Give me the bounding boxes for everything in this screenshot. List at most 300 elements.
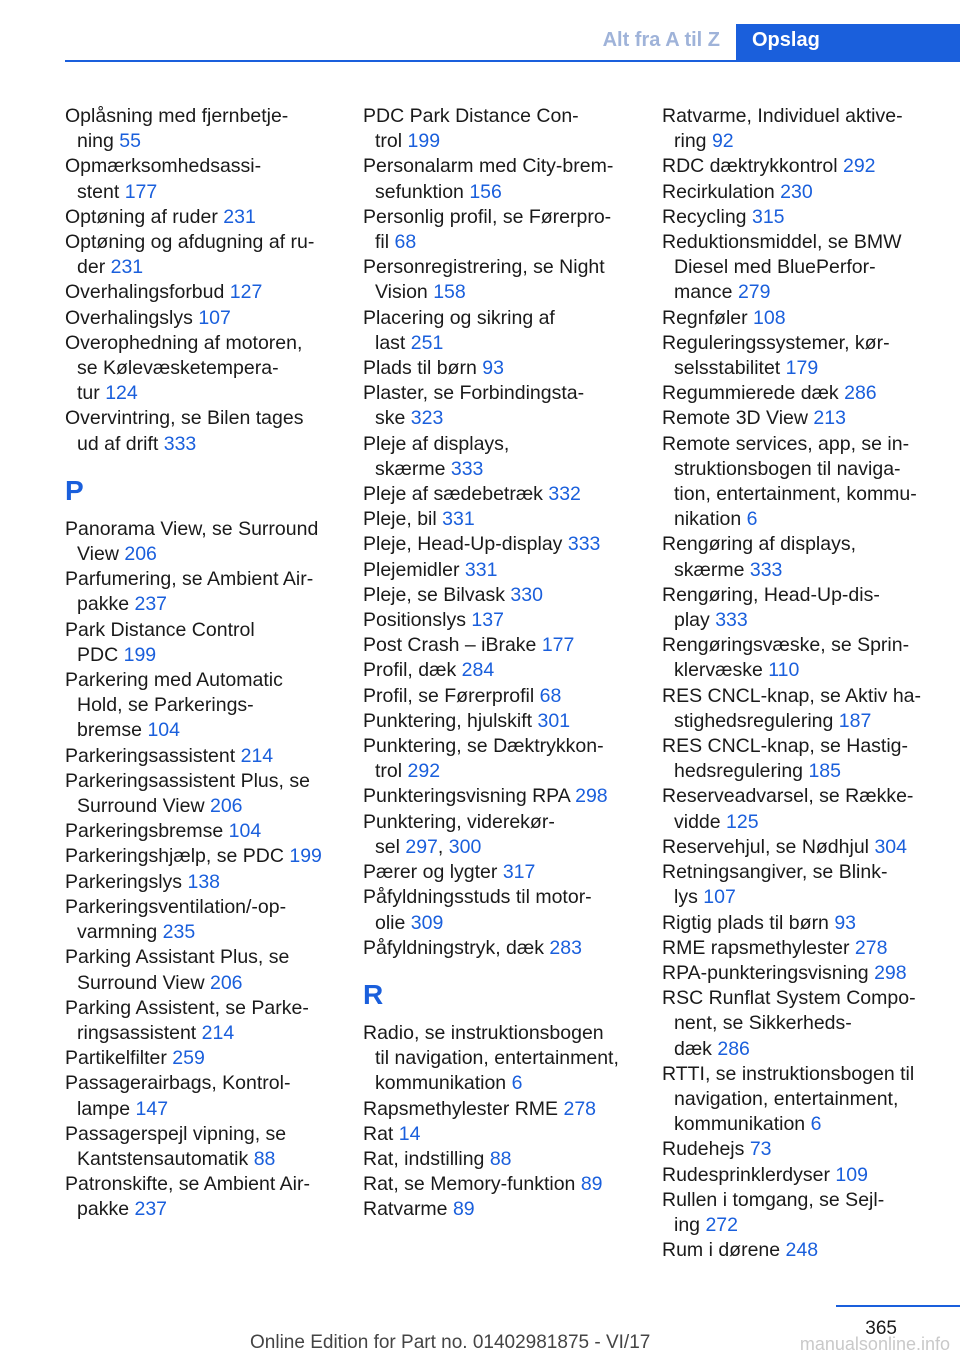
- entry-text: stighedsregulering: [674, 709, 834, 732]
- entry-text: Parking Assistent, se Parke-: [65, 996, 309, 1019]
- page-link[interactable]: 206: [209, 795, 243, 818]
- page-link[interactable]: 138: [187, 870, 221, 893]
- entry-text: Remote services, app, se in-: [662, 432, 910, 455]
- page-link[interactable]: 323: [410, 407, 444, 430]
- entry-text: Partikelfilter: [65, 1047, 167, 1070]
- page-link[interactable]: 300: [448, 835, 482, 858]
- page-link[interactable]: 93: [482, 357, 504, 380]
- entry-text: bremse: [77, 719, 143, 742]
- index-column-2: [363, 104, 633, 1223]
- entry-text: Rengøringsvæske, se Sprin-: [662, 634, 910, 657]
- page-link[interactable]: 6: [746, 508, 758, 531]
- entry-text: navigation, entertainment,: [674, 1087, 899, 1110]
- entry-text: Personregistrering, se Night: [363, 256, 605, 279]
- page-link[interactable]: 206: [124, 543, 157, 566]
- entry-text: der: [77, 256, 106, 279]
- entry-text: play: [674, 609, 710, 632]
- page-link[interactable]: 199: [289, 845, 322, 868]
- entry-text: Rapsmethylester RME: [363, 1097, 559, 1120]
- entry-text: Rat: [363, 1122, 394, 1145]
- page-link[interactable]: 127: [229, 281, 263, 304]
- entry-text: Profil, dæk: [363, 659, 457, 682]
- entry-text: Pærer og lygter: [363, 861, 498, 884]
- page-link[interactable]: 317: [502, 861, 536, 884]
- entry-text: tur: [77, 382, 100, 405]
- entry-text: ning: [77, 130, 114, 153]
- page-link[interactable]: 284: [461, 659, 495, 682]
- entry-text: Rum i dørene: [662, 1239, 781, 1262]
- index-entry: [363, 885, 633, 935]
- entry-text: Remote 3D View: [662, 407, 808, 430]
- edition-note: Online Edition for Part no. 01402981875 - VI/17: [250, 1332, 651, 1353]
- page-link[interactable]: 187: [838, 709, 872, 732]
- entry-text: mance: [674, 281, 733, 304]
- index-entry: [363, 608, 633, 633]
- page-link[interactable]: 304: [874, 835, 907, 858]
- index-entry: [363, 432, 633, 482]
- page-link[interactable]: 104: [147, 719, 180, 742]
- entry-text: Overophedning af motoren,: [65, 331, 303, 354]
- entry-text: tion, entertainment, kommu-: [674, 483, 917, 506]
- page-link[interactable]: 158: [433, 281, 466, 304]
- entry-text: stent: [77, 180, 120, 203]
- entry-text: Radio, se instruktionsbogen: [363, 1021, 604, 1044]
- index-entry: [363, 860, 633, 885]
- page-link[interactable]: 297: [405, 835, 438, 858]
- page-link[interactable]: 333: [567, 533, 601, 556]
- page-link[interactable]: 292: [842, 155, 876, 178]
- entry-text: Pleje, se Bilvask: [363, 583, 505, 606]
- entry-text: Positionslys: [363, 609, 466, 632]
- page-link[interactable]: 332: [548, 483, 581, 506]
- index-entry: [65, 895, 335, 945]
- page-link[interactable]: 107: [703, 886, 736, 909]
- entry-text: Påfyldningstryk, dæk: [363, 936, 544, 959]
- page-link[interactable]: 286: [844, 382, 877, 405]
- index-entry: [662, 936, 932, 961]
- page-link[interactable]: 278: [854, 936, 888, 959]
- entry-text: Profil, se Førerprofil: [363, 684, 535, 707]
- section-letter: P: [65, 474, 84, 506]
- page-header: [0, 0, 960, 62]
- index-entry: [662, 583, 932, 633]
- entry-text: Ratvarme, Individuel aktive-: [662, 105, 903, 127]
- index-entry: [662, 684, 932, 734]
- entry-text: Rullen i tomgang, se Sejl-: [662, 1188, 885, 1211]
- page-link[interactable]: 272: [705, 1213, 738, 1236]
- index-entry: [363, 154, 633, 204]
- index-entry: [363, 205, 633, 255]
- entry-text: Optøning af ruder: [65, 205, 218, 228]
- index-entry: [662, 306, 932, 331]
- entry-text: Opmærksomhedsassi-: [65, 155, 262, 178]
- entry-text: Overhalingslys: [65, 306, 193, 329]
- index-entry: [65, 567, 335, 617]
- page-link[interactable]: 177: [541, 634, 575, 657]
- page-link[interactable]: 109: [835, 1163, 868, 1186]
- entry-text: ske: [375, 407, 406, 430]
- page-link[interactable]: 89: [452, 1198, 475, 1221]
- index-entry: [363, 734, 633, 784]
- index-entry: [363, 532, 633, 557]
- page-link[interactable]: 185: [808, 760, 841, 783]
- entry-text: Ratvarme: [363, 1198, 448, 1221]
- entry-text: Påfyldningsstuds til motor-: [363, 886, 592, 909]
- page-link[interactable]: 230: [780, 180, 813, 203]
- index-entry: [363, 1097, 633, 1122]
- index-entry: [662, 986, 932, 1062]
- page-link[interactable]: 199: [407, 130, 441, 153]
- entry-text: RTTI, se instruktionsbogen til: [662, 1062, 915, 1085]
- entry-text: olie: [375, 911, 406, 934]
- entry-text: Rat, se Memory-funktion: [363, 1173, 576, 1196]
- entry-text: Passagerspejl vipning, se: [65, 1122, 287, 1145]
- index-entry: [662, 381, 932, 406]
- section-title: Alt fra A til Z: [602, 29, 720, 51]
- entry-text: RDC dæktrykkontrol: [662, 155, 838, 178]
- page-link[interactable]: 110: [768, 659, 800, 682]
- index-entry: Punktering, viderekør- sel 297, 300: [363, 810, 555, 858]
- page-link[interactable]: 259: [172, 1047, 205, 1070]
- entry-text: Parking Assistant Plus, se: [65, 946, 290, 969]
- index-entry: [662, 835, 932, 860]
- page-link[interactable]: 108: [753, 306, 786, 329]
- index-entry: [662, 734, 932, 784]
- index-entry: [662, 1188, 932, 1238]
- page-link[interactable]: 298: [874, 961, 907, 984]
- index-entry: [363, 558, 633, 583]
- entry-text: PDC Park Distance Con-: [363, 105, 579, 127]
- entry-text: Plaster, se Forbindingsta-: [363, 382, 585, 405]
- index-entry: [662, 331, 932, 381]
- entry-text: Pleje, Head-Up-display: [363, 533, 563, 556]
- page-link[interactable]: 107: [198, 306, 231, 329]
- entry-text: Reservehjul, se Nødhjul: [662, 835, 870, 858]
- index-entry: [65, 769, 335, 819]
- page-link[interactable]: 237: [134, 593, 168, 616]
- index-entry: [662, 1238, 932, 1263]
- entry-text: kommunikation: [375, 1072, 507, 1095]
- index-entry: [65, 996, 335, 1046]
- page-link[interactable]: 333: [163, 432, 197, 455]
- entry-text: Personalarm med City-brem-: [363, 155, 614, 178]
- index-entry: [65, 406, 335, 456]
- entry-text: lys: [674, 886, 698, 909]
- entry-text: Regummierede dæk: [662, 382, 839, 405]
- page-link[interactable]: 331: [464, 558, 498, 581]
- index-entry: [65, 1122, 335, 1172]
- page-link[interactable]: 68: [394, 231, 417, 254]
- entry-text: ringsassistent: [77, 1021, 197, 1044]
- page-link[interactable]: 298: [575, 785, 608, 808]
- entry-text: selsstabilitet: [674, 357, 781, 380]
- index-entry: [363, 684, 633, 709]
- page-link[interactable]: 88: [489, 1147, 512, 1170]
- page-link[interactable]: 333: [450, 457, 484, 480]
- index-entry: [363, 255, 633, 305]
- entry-text: hedsregulering: [674, 760, 804, 783]
- entry-text: Parkeringsassistent Plus, se: [65, 769, 310, 792]
- index-entry: [65, 331, 335, 407]
- index-entry: [65, 618, 335, 668]
- index-entry: [662, 154, 932, 179]
- index-entry: [662, 406, 932, 431]
- index-entry: [363, 1197, 633, 1222]
- index-entry: [65, 230, 335, 280]
- index-entry: [662, 860, 932, 910]
- entry-text: Reduktionsmiddel, se BMW: [662, 231, 902, 254]
- page-link[interactable]: 333: [749, 558, 783, 581]
- entry-text: nikation: [674, 508, 742, 531]
- page-number: 365: [865, 1318, 897, 1339]
- index-entry: [363, 658, 633, 683]
- entry-text: Rat, indstilling: [363, 1147, 485, 1170]
- page-link[interactable]: 278: [563, 1097, 597, 1120]
- index-entry: [65, 844, 335, 869]
- page-link[interactable]: 301: [537, 709, 571, 732]
- entry-text: Recycling: [662, 205, 747, 228]
- index-entry: [363, 381, 633, 431]
- page-link[interactable]: 231: [223, 205, 256, 228]
- entry-text: ing: [674, 1213, 701, 1236]
- entry-text: nent, se Sikkerheds-: [674, 1012, 852, 1035]
- entry-text: Patronskifte, se Ambient Air-: [65, 1173, 310, 1196]
- index-entry: [65, 306, 335, 331]
- index-entry: [65, 744, 335, 769]
- page-link[interactable]: 283: [549, 936, 582, 959]
- index-entry: [363, 784, 633, 809]
- entry-text: Oplåsning med fjernbetje-: [65, 105, 289, 127]
- entry-text: Post Crash – iBrake: [363, 634, 537, 657]
- page-link[interactable]: 92: [711, 130, 734, 153]
- index-entry: [662, 1163, 932, 1188]
- page-link[interactable]: 6: [810, 1113, 822, 1136]
- index-entry: [662, 1137, 932, 1162]
- entry-text: Punktering, viderekør-: [363, 810, 555, 833]
- page-link[interactable]: 73: [749, 1138, 772, 1161]
- entry-text: Surround View: [77, 971, 205, 994]
- entry-text: Recirkulation: [662, 180, 775, 203]
- index-entry: [363, 507, 633, 532]
- page-link[interactable]: 315: [751, 205, 785, 228]
- index-entry: [363, 482, 633, 507]
- entry-text: Rudehejs: [662, 1138, 745, 1161]
- index-entry: [662, 230, 932, 306]
- entry-text: vidde: [674, 810, 721, 833]
- page-link[interactable]: 292: [407, 760, 441, 783]
- index-entry: [363, 104, 633, 154]
- page-link[interactable]: 286: [717, 1037, 750, 1060]
- index-entry: [65, 870, 335, 895]
- page-link[interactable]: 331: [442, 508, 475, 531]
- index-entry: [65, 819, 335, 844]
- entry-text: Parkeringslys: [65, 870, 183, 893]
- page-link[interactable]: 6: [511, 1072, 523, 1095]
- entry-text: Surround View: [77, 795, 205, 818]
- index-column-1: [65, 104, 335, 1223]
- entry-text: kommunikation: [674, 1113, 806, 1136]
- entry-text: Diesel med BluePerfor-: [674, 256, 876, 279]
- entry-text: Rigtig plads til børn: [662, 911, 829, 934]
- page-link[interactable]: 89: [580, 1173, 603, 1196]
- index-entry: [662, 633, 932, 683]
- header-rule: [65, 60, 960, 62]
- entry-text: Pleje af displays,: [363, 432, 510, 455]
- entry-text: Parkeringshjælp, se PDC: [65, 845, 284, 868]
- page-link[interactable]: 213: [813, 407, 846, 430]
- entry-text: Reguleringssystemer, kør-: [662, 331, 890, 354]
- entry-text: klervæske: [674, 659, 763, 682]
- entry-text: Parkering med Automatic: [65, 669, 283, 692]
- page-link[interactable]: 330: [510, 583, 543, 606]
- watermark: manualsonline.info: [799, 1334, 950, 1354]
- section-letter: R: [363, 978, 384, 1010]
- index-entry: [363, 1147, 633, 1172]
- index-entry: [65, 668, 335, 744]
- page-link[interactable]: 214: [240, 744, 274, 767]
- entry-text: Kantstensautomatik: [77, 1147, 249, 1170]
- page-link[interactable]: 93: [834, 911, 857, 934]
- entry-text: Regnføler: [662, 306, 748, 329]
- page-link[interactable]: 206: [209, 971, 243, 994]
- index-entry: [662, 961, 932, 986]
- entry-text: Parkeringsassistent: [65, 744, 236, 767]
- entry-text: pakke: [77, 593, 130, 616]
- entry-text: Pleje af sædebetræk: [363, 483, 543, 506]
- page-link[interactable]: 235: [162, 921, 196, 944]
- index-entry: [65, 205, 335, 230]
- entry-text: ud af drift: [77, 432, 159, 455]
- page-link[interactable]: 231: [110, 256, 144, 279]
- page-link[interactable]: 179: [785, 357, 819, 380]
- entry-text: Optøning og afdugning af ru-: [65, 231, 315, 254]
- entry-text: RES CNCL-knap, se Hastig-: [662, 735, 908, 758]
- entry-text: Punktering, hjulskift: [363, 709, 533, 732]
- page-link[interactable]: 156: [469, 180, 502, 203]
- index-entry: [363, 936, 633, 961]
- page-link[interactable]: 147: [135, 1097, 169, 1120]
- index-entry: [662, 532, 932, 582]
- index-column-3: [662, 104, 932, 1263]
- entry-text: sefunktion: [375, 180, 464, 203]
- entry-text: lampe: [77, 1097, 131, 1120]
- page-link[interactable]: 55: [119, 130, 141, 153]
- page-link[interactable]: 214: [201, 1021, 235, 1044]
- entry-text: pakke: [77, 1198, 130, 1221]
- entry-text: sel: [375, 835, 400, 858]
- entry-text: se Kølevæsketempera-: [77, 357, 279, 380]
- index-entry: [363, 709, 633, 734]
- index-entry: [65, 1172, 335, 1222]
- index-entry: [363, 1122, 633, 1147]
- page-link[interactable]: 104: [228, 820, 262, 843]
- entry-text: Parkeringsventilation/-op-: [65, 895, 287, 918]
- page-link[interactable]: 177: [124, 180, 158, 203]
- page-link[interactable]: 279: [737, 281, 771, 304]
- entry-text: Park Distance Control: [65, 618, 255, 641]
- entry-text: skærme: [674, 558, 745, 581]
- index-entry: [662, 1062, 932, 1138]
- page-link[interactable]: 251: [410, 331, 444, 354]
- index-entry: [662, 205, 932, 230]
- page-link[interactable]: 199: [123, 643, 157, 666]
- page-link[interactable]: 248: [785, 1239, 819, 1262]
- index-entry: [65, 945, 335, 995]
- entry-text: Punktering, se Dæktrykkon-: [363, 735, 604, 758]
- chapter-tab[interactable]: Opslag: [736, 24, 960, 62]
- entry-text: RES CNCL-knap, se Aktiv ha-: [662, 684, 922, 707]
- page-link[interactable]: 137: [471, 609, 504, 632]
- entry-text: Passagerairbags, Kontrol-: [65, 1072, 291, 1095]
- entry-text: PDC: [77, 643, 119, 666]
- entry-text: Reserveadvarsel, se Række-: [662, 785, 914, 808]
- entry-text: Parkeringsbremse: [65, 820, 224, 843]
- entry-text: Parfumering, se Ambient Air-: [65, 568, 314, 591]
- index-entry: [65, 517, 335, 567]
- entry-text: Vision: [375, 281, 428, 304]
- index-entry: [662, 911, 932, 936]
- index-entry: [662, 432, 932, 533]
- entry-text: Hold, se Parkerings-: [77, 694, 254, 717]
- entry-text: Punkteringsvisning RPA: [363, 785, 570, 808]
- page-link[interactable]: 237: [134, 1198, 168, 1221]
- page-link[interactable]: 88: [253, 1147, 276, 1170]
- entry-text: Overhalingsforbud: [65, 281, 225, 304]
- page-link[interactable]: 125: [726, 810, 759, 833]
- page-link[interactable]: 124: [105, 382, 138, 405]
- page-link[interactable]: 333: [715, 609, 748, 632]
- entry-text: View: [77, 543, 119, 566]
- entry-text: Personlig profil, se Førerpro-: [363, 205, 612, 228]
- entry-text: struktionsbogen til naviga-: [674, 457, 901, 480]
- entry-text: Panorama View, se Surround: [65, 517, 319, 540]
- entry-text: Retningsangiver, se Blink-: [662, 861, 888, 884]
- entry-text: fil: [375, 231, 390, 254]
- index-entry: [363, 633, 633, 658]
- index-entry: [363, 306, 633, 356]
- page-link[interactable]: 68: [539, 684, 562, 707]
- entry-text: til navigation, entertainment,: [375, 1047, 619, 1070]
- index-entry: [65, 154, 335, 204]
- entry-text: Plejemidler: [363, 558, 460, 581]
- page-link[interactable]: 309: [410, 911, 444, 934]
- entry-text: Plads til børn: [363, 357, 477, 380]
- entry-text: Pleje, bil: [363, 508, 437, 531]
- entry-text: Rengøring af displays,: [662, 533, 857, 556]
- index-entry: [363, 356, 633, 381]
- entry-text: Rudesprinklerdyser: [662, 1163, 830, 1186]
- entry-text: last: [375, 331, 406, 354]
- entry-text: Overvintring, se Bilen tages: [65, 407, 304, 430]
- index-entry: [363, 1172, 633, 1197]
- index-entry: [65, 280, 335, 305]
- page-link[interactable]: 14: [398, 1122, 421, 1145]
- entry-text: trol: [375, 760, 403, 783]
- entry-text: varmning: [77, 921, 158, 944]
- entry-text: RSC Runflat System Compo-: [662, 987, 916, 1010]
- index-entry: [363, 583, 633, 608]
- entry-text: Rengøring, Head-Up-dis-: [662, 583, 880, 606]
- index-entry: [662, 784, 932, 834]
- index-entry: [65, 1046, 335, 1071]
- entry-text: dæk: [674, 1037, 712, 1060]
- footer-rule: [836, 1305, 960, 1307]
- entry-text: trol: [375, 130, 403, 153]
- entry-text: skærme: [375, 457, 446, 480]
- entry-text: Placering og sikring af: [363, 306, 555, 329]
- index-entry: [662, 104, 932, 154]
- index-entry: [363, 1021, 633, 1097]
